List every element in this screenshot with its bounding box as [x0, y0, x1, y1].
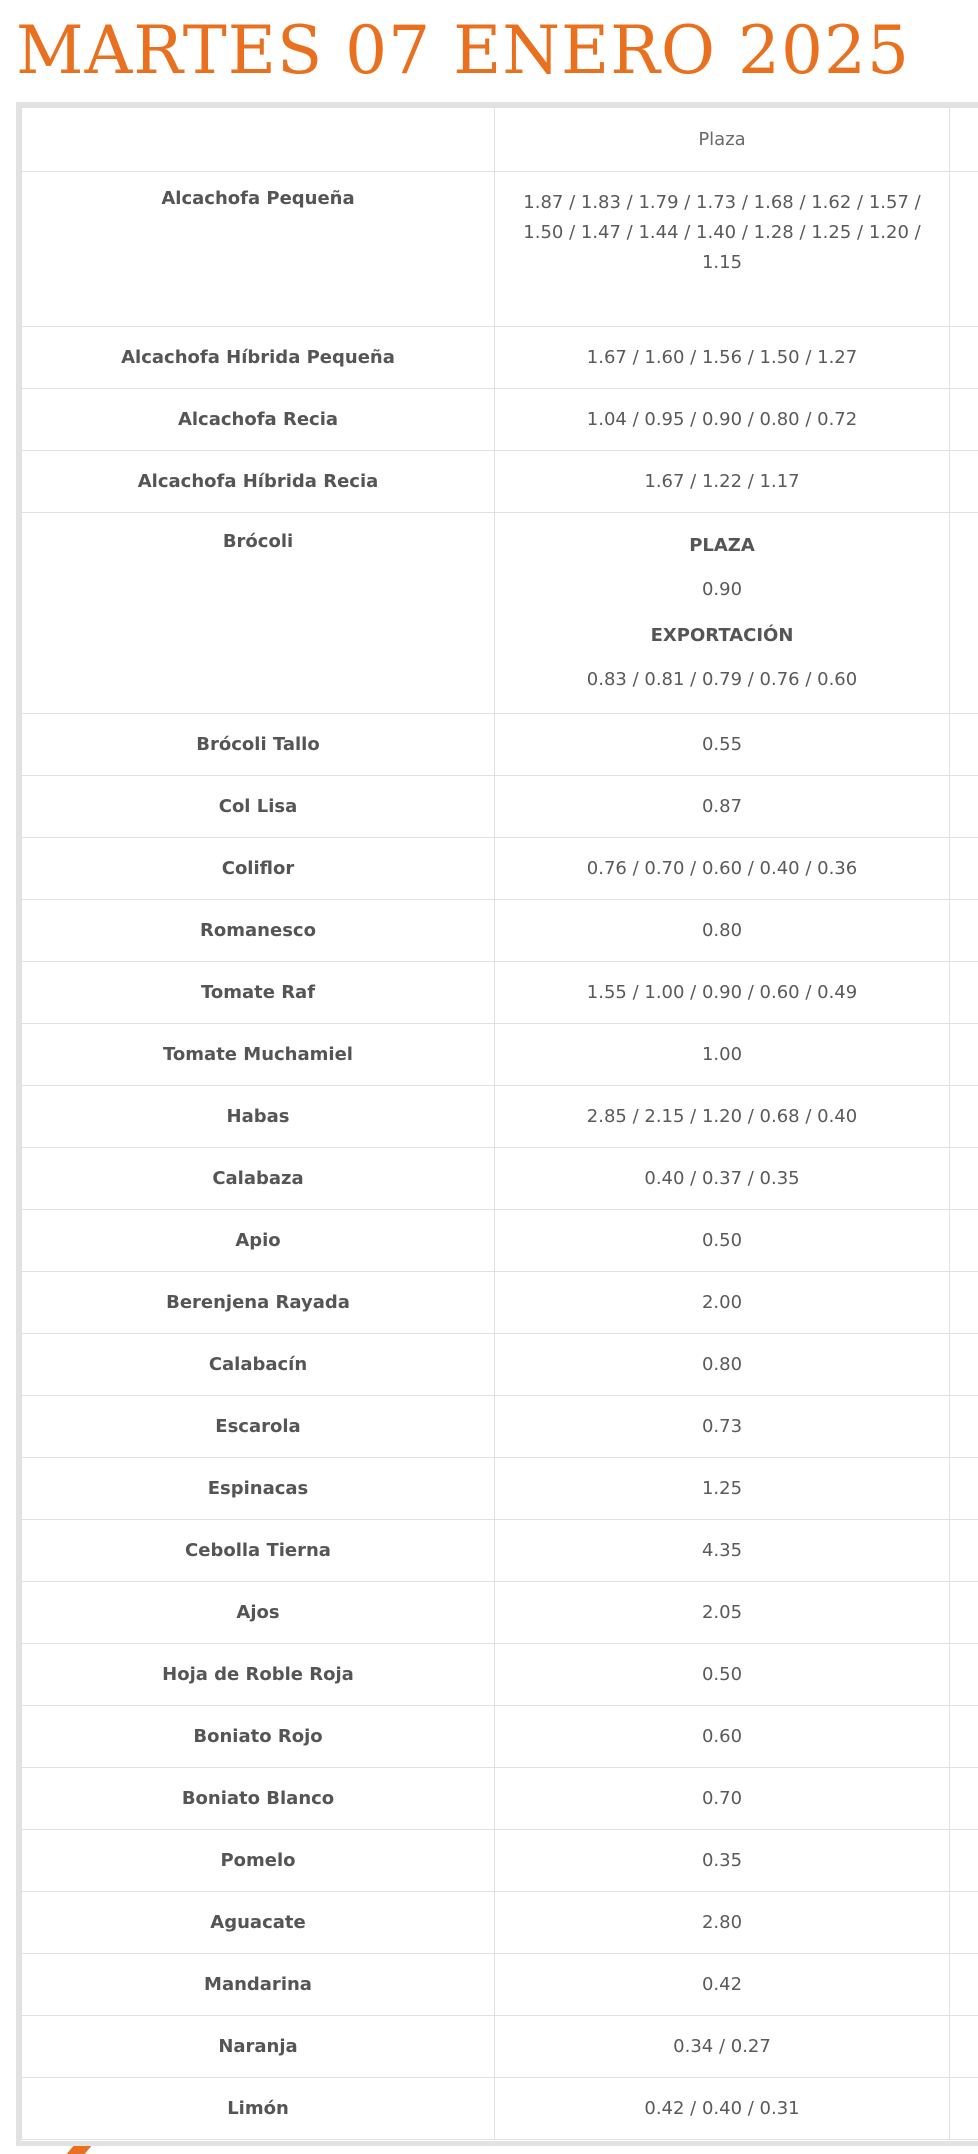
next-column-cell [950, 513, 978, 714]
price-cell: 1.67 / 1.22 / 1.17 [495, 451, 950, 513]
product-name: Berenjena Rayada [22, 1272, 495, 1334]
header-next-column [950, 108, 978, 172]
table-row [22, 1644, 978, 1706]
table-row [22, 1706, 978, 1768]
header-plaza: Plaza [495, 108, 950, 172]
next-column-cell [950, 1086, 978, 1148]
product-name: Hoja de Roble Roja [22, 1644, 495, 1706]
product-name: Ajos [22, 1582, 495, 1644]
table-row [22, 900, 978, 962]
next-column-cell [950, 1892, 978, 1954]
product-name: Tomate Muchamiel [22, 1024, 495, 1086]
table-row [22, 962, 978, 1024]
table-row [22, 1210, 978, 1272]
price-cell: 0.80 [495, 1334, 950, 1396]
plaza-sublabel: PLAZA [689, 535, 755, 556]
product-name: Alcachofa Pequeña [22, 172, 495, 327]
price-cell: 0.42 [495, 1954, 950, 2016]
product-name: Tomate Raf [22, 962, 495, 1024]
table-row [22, 1148, 978, 1210]
table-row [22, 1334, 978, 1396]
price-cell-split [495, 513, 950, 714]
table-row [22, 838, 978, 900]
price-cell: 0.40 / 0.37 / 0.35 [495, 1148, 950, 1210]
product-name: Habas [22, 1086, 495, 1148]
page-title: MARTES 07 ENERO 2025 [16, 12, 910, 89]
table-row [22, 776, 978, 838]
product-name: Calabaza [22, 1148, 495, 1210]
price-cell: 0.76 / 0.70 / 0.60 / 0.40 / 0.36 [495, 838, 950, 900]
table-row [22, 1892, 978, 1954]
next-column-cell [950, 327, 978, 389]
price-cell: 0.42 / 0.40 / 0.31 [495, 2078, 950, 2140]
product-name: Pomelo [22, 1830, 495, 1892]
next-column-cell [950, 900, 978, 962]
next-column-cell [950, 1210, 978, 1272]
table-row [22, 1086, 978, 1148]
next-column-cell [950, 838, 978, 900]
price-cell: 4.35 [495, 1520, 950, 1582]
price-cell: 0.50 [495, 1644, 950, 1706]
next-column-cell [950, 1768, 978, 1830]
table-row [22, 2016, 978, 2078]
next-column-cell [950, 962, 978, 1024]
next-column-cell [950, 1954, 978, 2016]
price-cell: 0.55 [495, 714, 950, 776]
next-column-cell [950, 1706, 978, 1768]
price-cell: 1.55 / 1.00 / 0.90 / 0.60 / 0.49 [495, 962, 950, 1024]
table-row [22, 1024, 978, 1086]
table-row [22, 2078, 978, 2140]
next-column-cell [950, 1582, 978, 1644]
next-column-cell [950, 2016, 978, 2078]
next-column-cell [950, 714, 978, 776]
next-column-cell [950, 1334, 978, 1396]
price-table-container[interactable] [16, 102, 978, 2146]
price-cell: 1.67 / 1.60 / 1.56 / 1.50 / 1.27 [495, 327, 950, 389]
next-column-cell [950, 1520, 978, 1582]
price-cell: 0.35 [495, 1830, 950, 1892]
price-cell: 2.80 [495, 1892, 950, 1954]
table-row [22, 1582, 978, 1644]
price-cell: 0.34 / 0.27 [495, 2016, 950, 2078]
next-column-cell [950, 1148, 978, 1210]
next-column-cell [950, 1272, 978, 1334]
price-cell: 0.50 [495, 1210, 950, 1272]
next-column-cell [950, 1024, 978, 1086]
next-column-cell [950, 389, 978, 451]
table-row [22, 389, 978, 451]
product-name: Apio [22, 1210, 495, 1272]
product-name: Limón [22, 2078, 495, 2140]
product-name: Cebolla Tierna [22, 1520, 495, 1582]
next-column-cell [950, 451, 978, 513]
header-product [22, 108, 495, 172]
product-name: Escarola [22, 1396, 495, 1458]
next-column-cell [950, 2078, 978, 2140]
table-row [22, 1768, 978, 1830]
price-cell: 0.80 [495, 900, 950, 962]
next-column-cell [950, 1644, 978, 1706]
plaza-subvalue: 0.90 [701, 579, 743, 600]
table-row [22, 451, 978, 513]
product-name: Col Lisa [22, 776, 495, 838]
product-name: Alcachofa Híbrida Recia [22, 451, 495, 513]
next-column-cell [950, 776, 978, 838]
table-row [22, 1830, 978, 1892]
product-name: Espinacas [22, 1458, 495, 1520]
price-cell: 2.85 / 2.15 / 1.20 / 0.68 / 0.40 [495, 1086, 950, 1148]
product-name: Romanesco [22, 900, 495, 962]
price-cell: 0.87 [495, 776, 950, 838]
decorative-accent-mark [67, 2146, 92, 2154]
price-table [21, 107, 978, 2140]
table-row [22, 1272, 978, 1334]
product-name: Coliflor [22, 838, 495, 900]
price-cell: 2.05 [495, 1582, 950, 1644]
table-row [22, 327, 978, 389]
product-name: Alcachofa Híbrida Pequeña [22, 327, 495, 389]
product-name: Alcachofa Recia [22, 389, 495, 451]
price-cell: 1.04 / 0.95 / 0.90 / 0.80 / 0.72 [495, 389, 950, 451]
price-cell: 1.87 / 1.83 / 1.79 / 1.73 / 1.68 / 1.62 / 1.57 / 1.50 / 1.47 / 1.44 / 1.40 / 1.28 / 1.25 / 1.20 / 1.15 [495, 172, 950, 327]
product-name: Boniato Rojo [22, 1706, 495, 1768]
table-row [22, 714, 978, 776]
product-name: Naranja [22, 2016, 495, 2078]
product-name: Calabacín [22, 1334, 495, 1396]
price-cell: 1.25 [495, 1458, 950, 1520]
next-column-cell [950, 1458, 978, 1520]
export-sublabel: EXPORTACIÓN [650, 625, 794, 646]
product-name: Boniato Blanco [22, 1768, 495, 1830]
table-row [22, 1520, 978, 1582]
table-row [22, 1458, 978, 1520]
price-cell: 0.60 [495, 1706, 950, 1768]
table-row [22, 513, 978, 714]
price-cell: 1.00 [495, 1024, 950, 1086]
product-name: Brócoli Tallo [22, 714, 495, 776]
product-name: Aguacate [22, 1892, 495, 1954]
next-column-cell [950, 1396, 978, 1458]
product-name: Mandarina [22, 1954, 495, 2016]
next-column-cell [950, 172, 978, 327]
table-header-row [22, 108, 978, 172]
export-subvalue: 0.83 / 0.81 / 0.79 / 0.76 / 0.60 [586, 669, 858, 690]
price-cell: 0.73 [495, 1396, 950, 1458]
next-column-cell [950, 1830, 978, 1892]
price-cell: 2.00 [495, 1272, 950, 1334]
table-row [22, 172, 978, 327]
table-row [22, 1396, 978, 1458]
product-name: Brócoli [22, 513, 495, 714]
price-cell: 0.70 [495, 1768, 950, 1830]
table-row [22, 1954, 978, 2016]
